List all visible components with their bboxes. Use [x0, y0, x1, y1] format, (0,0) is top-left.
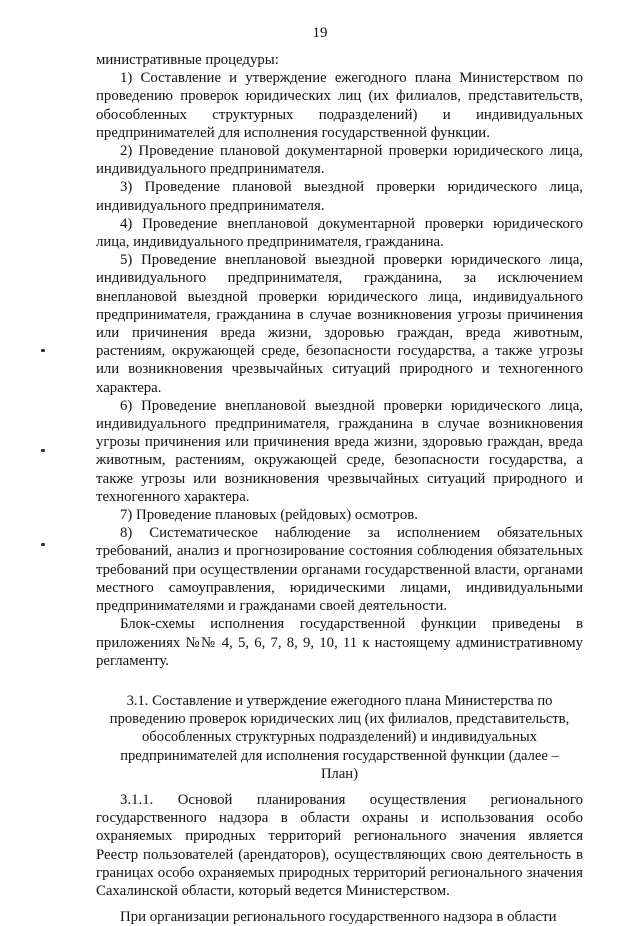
margin-mark [41, 543, 45, 546]
paragraph: 2) Проведение плановой документарной проверки юридического лица, индивидуального предпринимателя. [96, 143, 583, 178]
paragraph: 8) Систематическое наблюдение за исполнением обязательных требований, анализ и прогнозирование состояния соблюдения обязательных требований при осуществлении органами государственной власти, органами местного самоуправления, юридическими лицами, индивидуальными предпринимателями и гражданами своей деятельности. [96, 525, 583, 615]
paragraph: 3) Проведение плановой выездной проверки юридического лица, индивидуального предпринимателя. [96, 179, 583, 214]
paragraph: 6) Проведение внеплановой выездной проверки юридического лица, индивидуального предпринимателя, гражданина в случае возникновения угрозы причинения или причинения вреда жизни, здоровью граждан, вреда животным, растениям, окружающей среде, безопасности государства, а также угрозы или возникновения чрезвычайных ситуаций природного и техногенного характера. [96, 397, 583, 505]
document-body [96, 51, 583, 926]
paragraph: При организации регионального государственного надзора в области [120, 909, 557, 926]
section-heading: 3.1. Составление и утверждение ежегодного плана Министерства по проведению проверок юридических лиц (их филиалов, представительств, обособленных структурных подразделений) и индивидуальных предпринимателей для исполнения государственной функции (далее – План) [109, 692, 570, 782]
paragraph: министративные процедуры: [96, 52, 279, 68]
paragraph: 7) Проведение плановых (рейдовых) осмотров. [120, 507, 418, 524]
paragraph: 4) Проведение внеплановой документарной проверки юридического лица, индивидуального предпринимателя, гражданина. [96, 215, 583, 251]
paragraph: 1) Составление и утверждение ежегодного плана Министерством по проведению проверок юридических лиц (их филиалов, представительств, обособленных структурных подразделений) и индивидуальных предпринимателей для исполнения государственной функции. [96, 70, 583, 141]
paragraph: 3.1.1. Основой планирования осуществления регионального государственного надзора в области охраны и использования особо охраняемых природных территорий регионального значения является Реестр пользователей (арендаторов), осуществляющих свою деятельность в границах особо охраняемых природных территорий регионального значения Сахалинской области, который ведется Министерством. [96, 791, 583, 899]
margin-mark [41, 349, 45, 352]
paragraph: 5) Проведение внеплановой выездной проверки юридического лица, индивидуального предпринимателя, гражданина, за исключением внеплановой выездной проверки юридического лица, индивидуального предпринимателя, гражданина в случае возникновения угрозы причинения или причинения вреда жизни, здоровью граждан, вреда животным, растениям, окружающей среде, безопасности государства, а также угрозы или возникновения чрезвычайных ситуаций природного и техногенного характера. [96, 252, 583, 396]
paragraph: Блок-схемы исполнения государственной функции приведены в приложениях №№ 4, 5, 6, 7, 8, 9, 10, 11 к настоящему административному регламенту. [96, 616, 583, 669]
page-number: 19 [312, 25, 328, 41]
margin-mark [41, 449, 45, 452]
